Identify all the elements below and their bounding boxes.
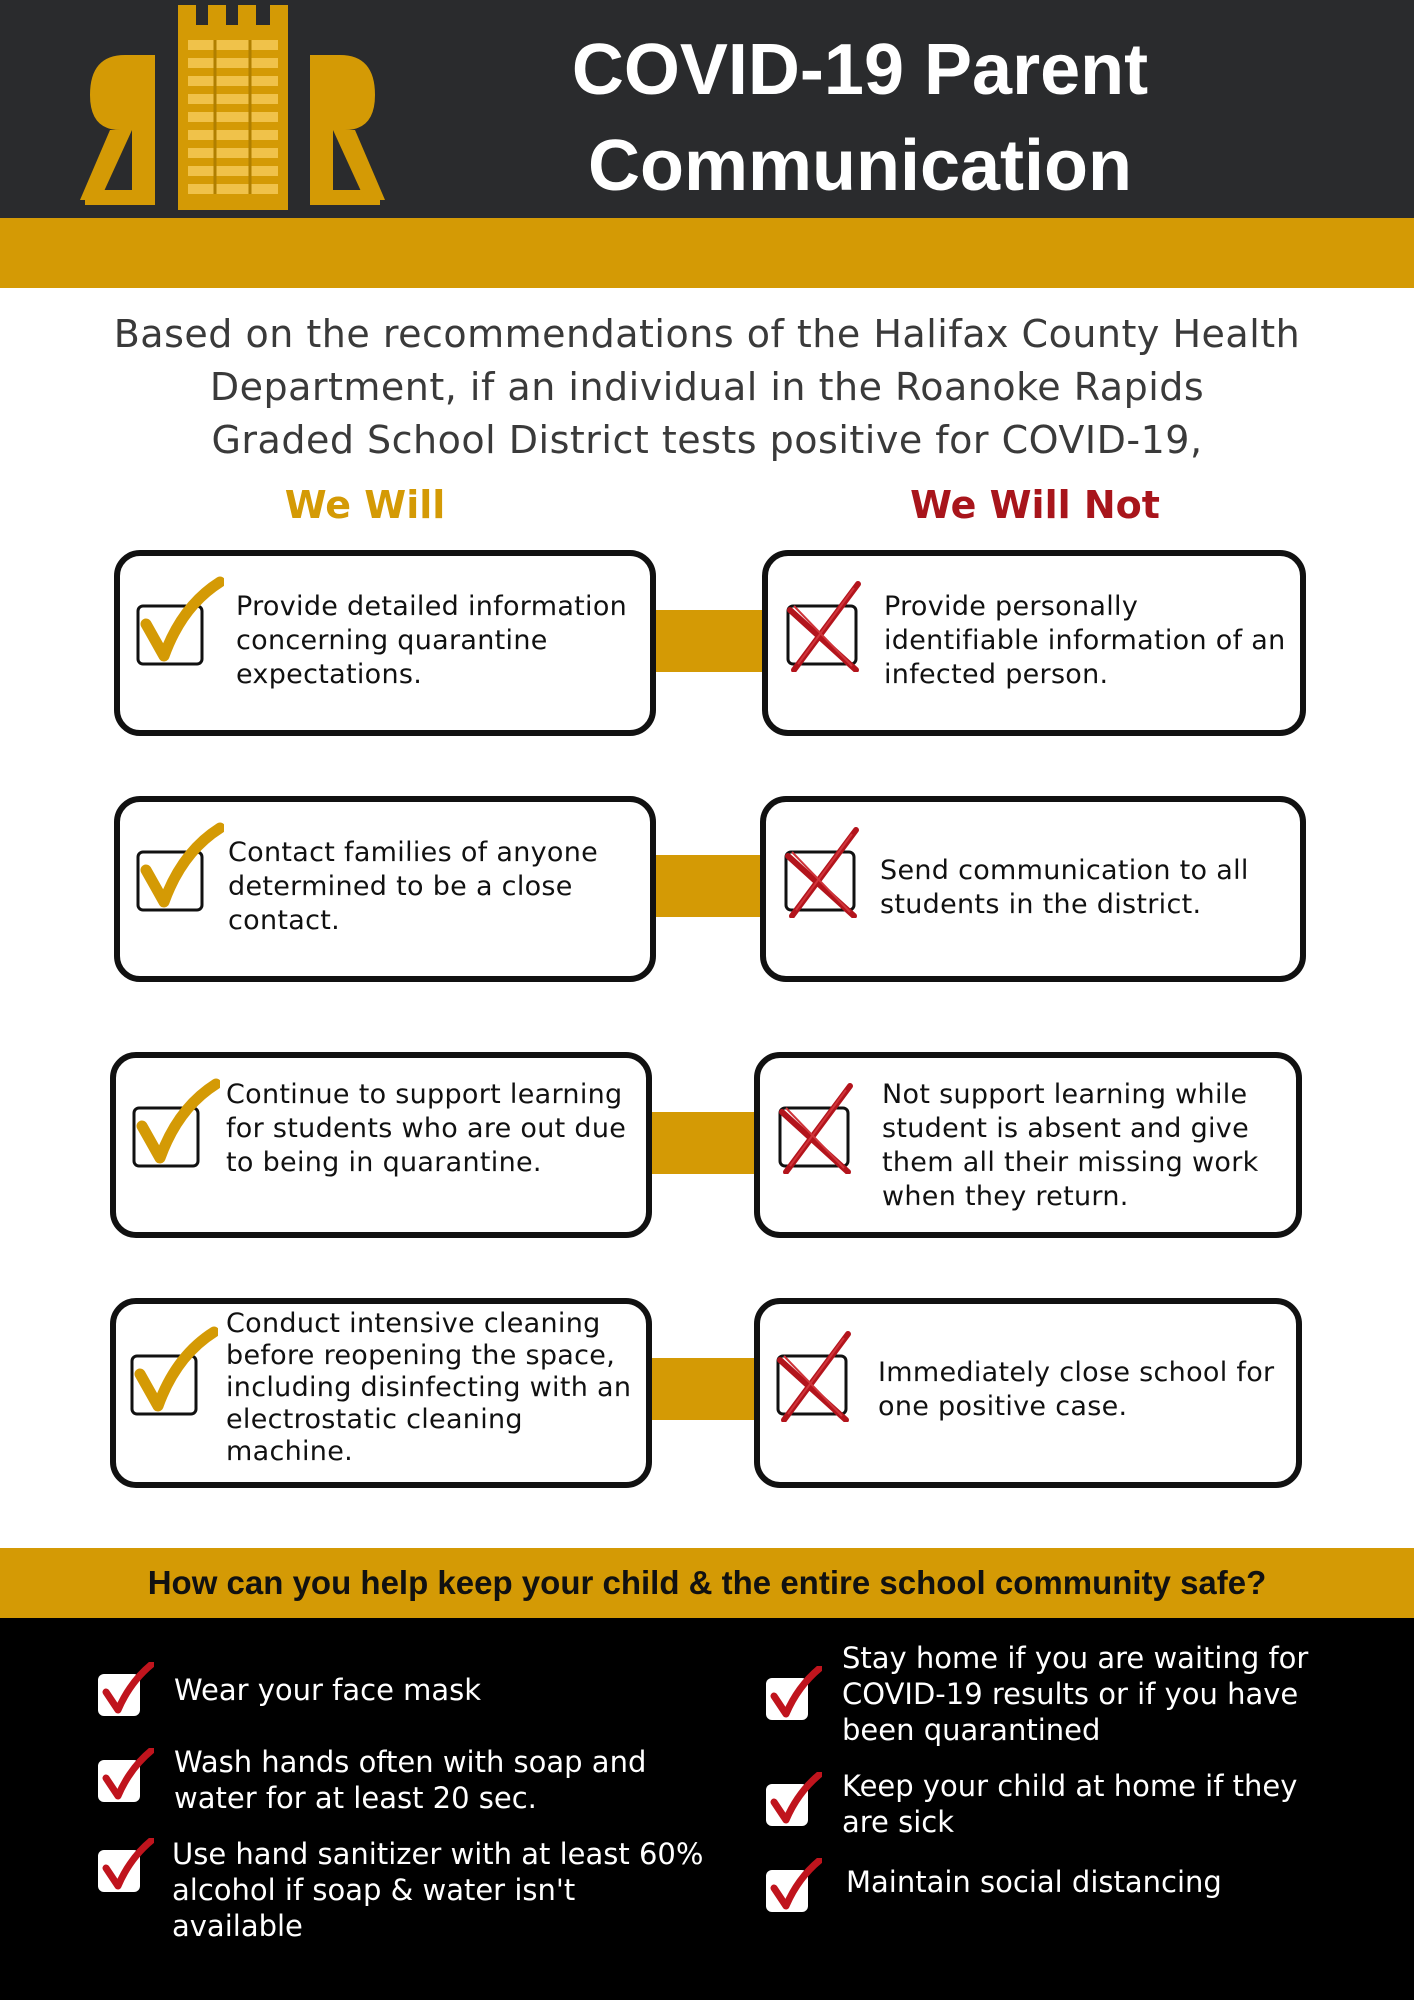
red-check-icon [96,1838,154,1896]
red-check-icon [764,1772,822,1830]
red-x-icon [780,580,872,672]
tip-item: Stay home if you are waiting for COVID-19 results or if you have been quarantined [842,1641,1309,1747]
will-not-card [754,1298,1302,1488]
will-card [110,1298,652,1488]
row-connector [650,610,770,672]
help-question: How can you help keep your child & the entire school community safe? [147,1564,1267,1601]
tip-item: Use hand sanitizer with at least 60% alcohol if soap & water isn't available [172,1837,704,1943]
header-gold-stripe [0,218,1414,288]
gold-check-icon [128,1078,220,1170]
intro-line-1: Based on the recommendations of the Halifax County Health [113,312,1301,356]
tip-item: Wash hands often with soap and water for at least 20 sec. [174,1745,647,1815]
tip-item: Wear your face mask [174,1673,482,1707]
red-check-icon [96,1662,154,1720]
red-check-icon [764,1666,822,1724]
title-line-1: COVID-19 Parent [571,30,1149,110]
intro-line-3: Graded School District tests positive for COVID-19, [211,418,1203,462]
red-x-icon [770,1330,862,1422]
red-x-icon [778,826,870,918]
rr-tower-logo-icon [80,0,385,210]
will-not-text: Immediately close school for one positive case. [878,1357,1275,1422]
row-connector [646,1358,766,1420]
will-not-card [754,1052,1302,1238]
tip-item: Keep your child at home if they are sick [842,1769,1298,1839]
will-not-text: Not support learning while student is absent and give them all their missing work when they return. [882,1079,1259,1212]
will-text: Contact families of anyone determined to be a close contact. [228,837,599,936]
red-check-icon [764,1858,822,1916]
intro-paragraph [100,308,1314,467]
will-text: Continue to support learning for students who are out due to being in quarantine. [226,1079,627,1178]
intro-line-2: Department, if an individual in the Roanoke Rapids [209,365,1205,409]
row-connector [646,1112,766,1174]
we-will-not-heading: We Will Not [910,483,1160,527]
will-text: Provide detailed information concerning quarantine expectations. [236,591,628,690]
will-card [114,796,656,982]
gold-check-icon [132,822,224,914]
tip-item: Maintain social distancing [846,1865,1222,1899]
will-not-card [760,796,1306,982]
will-text: Conduct intensive cleaning before reopening the space, including disinfecting with an electrostatic cleaning machine. [226,1308,632,1467]
will-card [114,550,656,736]
gold-check-icon [132,576,224,668]
row-connector [650,855,770,917]
will-not-text: Provide personally identifiable information of an infected person. [884,591,1286,690]
page-title [440,22,1280,214]
will-not-card [762,550,1306,736]
we-will-heading: We Will [284,483,446,527]
gold-check-icon [126,1326,218,1418]
will-not-text: Send communication to all students in the district. [880,855,1249,920]
title-line-2: Communication [587,126,1132,206]
red-x-icon [772,1082,864,1174]
red-check-icon [96,1748,154,1806]
will-card [110,1052,652,1238]
